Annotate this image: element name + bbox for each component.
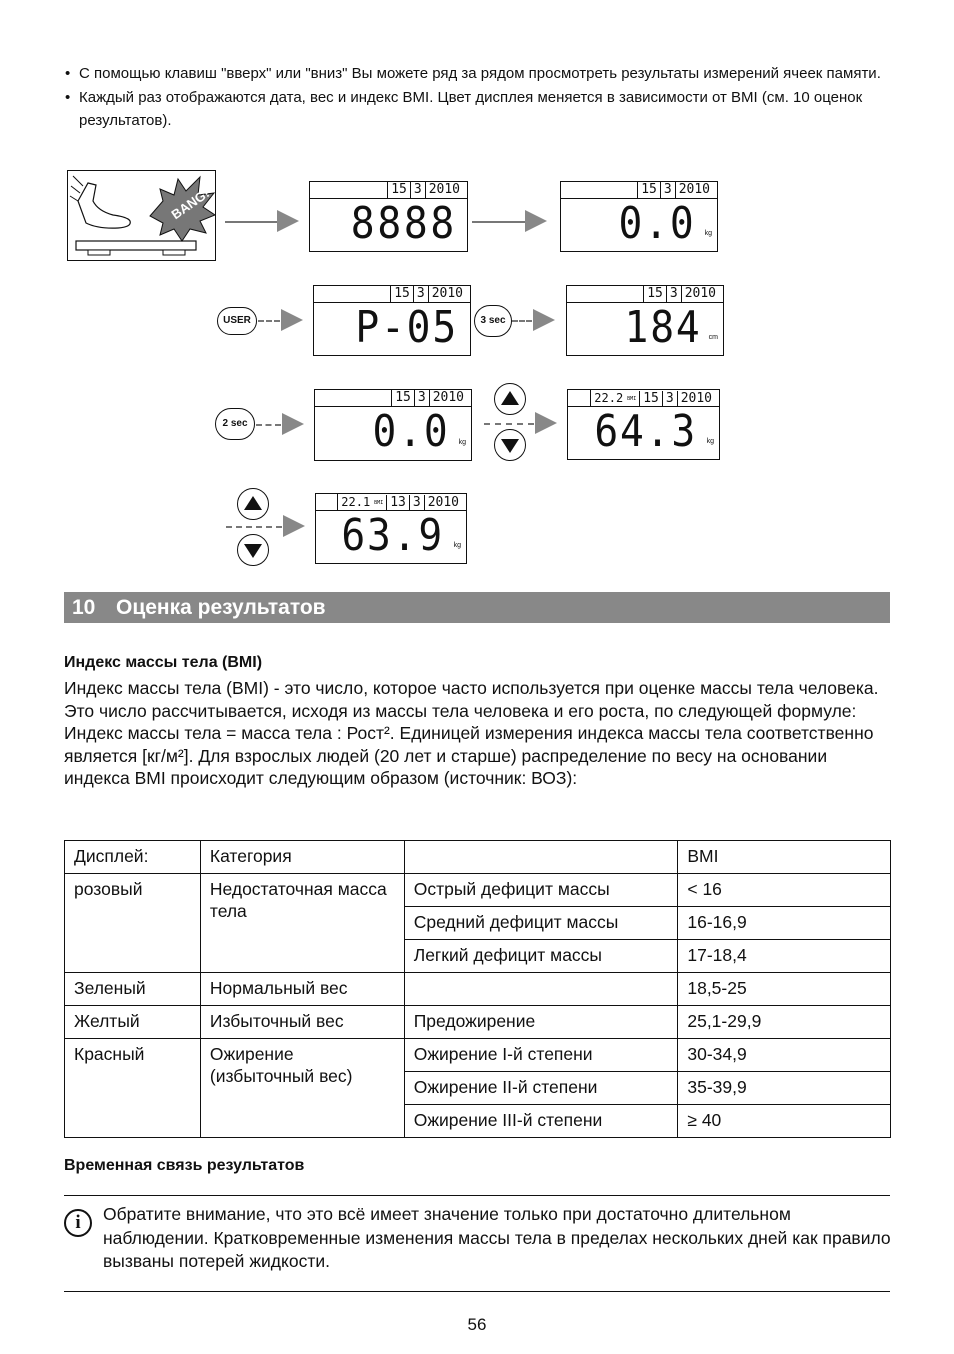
table-header-row xyxy=(65,841,891,874)
three-sec-badge: 3 sec xyxy=(474,305,512,337)
arrow-head xyxy=(535,412,557,434)
table-row xyxy=(65,1006,891,1039)
flow-arrow xyxy=(225,221,277,223)
table-cell: 17-18,4 xyxy=(678,940,891,973)
table-cell: 16-16,9 xyxy=(678,907,891,940)
time-heading: Временная связь результатов xyxy=(64,1157,305,1174)
table-cell: 25,1-29,9 xyxy=(678,1006,891,1039)
arrow-head xyxy=(533,309,555,331)
up-arrow-icon[interactable] xyxy=(237,488,269,520)
lcd-display-2: 15 3 2010 0.0 kg xyxy=(560,181,718,252)
table-cell: 35-39,9 xyxy=(678,1072,891,1105)
bullet-item: • Каждый раз отображаются дата, вес и индекс BMI. Цвет дисплея меняется в зависимости от BMI (см. 10 оценок результатов). xyxy=(63,86,893,132)
scale-tap-illustration xyxy=(67,170,216,261)
table-header: BMI xyxy=(678,841,891,874)
lcd-value: 64.3 xyxy=(594,406,697,457)
arrow-head xyxy=(283,515,305,537)
foot-tap-icon xyxy=(68,171,215,260)
flow-arrow xyxy=(226,526,282,528)
flow-arrow xyxy=(484,423,534,425)
lcd-display-1: 15 3 2010 8888 xyxy=(309,181,468,252)
divider xyxy=(64,1195,890,1196)
table-header: Категория xyxy=(200,841,404,874)
table-cell: Острый дефицит массы xyxy=(404,874,678,907)
flow-arrow xyxy=(256,424,281,426)
table-cell: 30-34,9 xyxy=(678,1039,891,1072)
lcd-display-3: 15 3 2010 P-05 xyxy=(313,285,471,356)
up-arrow-icon[interactable] xyxy=(494,383,526,415)
lcd-value: 184 xyxy=(624,302,701,353)
table-cell: Ожирение (избыточный вес) xyxy=(200,1039,404,1138)
section-number: 10 xyxy=(72,596,96,619)
page-number: 56 xyxy=(467,1315,487,1334)
lcd-display-5: 15 3 2010 0.0 kg xyxy=(314,389,472,461)
table-cell: Ожирение III-й степени xyxy=(404,1105,678,1138)
flow-arrow xyxy=(472,221,525,223)
table-row xyxy=(65,874,891,907)
bmi-table xyxy=(64,840,891,1138)
lcd-value: 0.0 xyxy=(618,198,695,249)
table-row xyxy=(65,973,891,1006)
lcd-value: 0.0 xyxy=(372,406,449,457)
section-heading xyxy=(64,592,890,623)
instruction-bullets xyxy=(63,62,893,132)
down-arrow-icon[interactable] xyxy=(237,534,269,566)
user-button[interactable]: USER xyxy=(217,307,257,335)
lcd-display-4: 15 3 2010 184 cm xyxy=(566,285,724,356)
bmi-paragraph: Индекс массы тела (BMI) - это число, которое часто используется при оценке массы тела человека. Это число рассчитывается, исходя из массы тела человека и его роста, по следующей формуле: Индекс массы тела = масса тела : Рост². Единицей измерения индекса массы тела соответственно является [кг/м²]. Для взрослых людей (20 лет и старше) распределение по весу на основании индекса BMI происходит следующим образом (источник: ВОЗ): xyxy=(64,678,879,788)
lcd-display-6: 22.2 BMI 15 3 2010 64.3 kg xyxy=(567,389,720,460)
table-cell: Избыточный вес xyxy=(200,1006,404,1039)
note-text: Обратите внимание, что это всё имеет значение только при достаточно длительном наблюдении. Кратковременные изменения массы тела в пределах нескольких дней как правило вызваны потерей жидкости. xyxy=(103,1204,891,1271)
table-header: Дисплей: xyxy=(65,841,201,874)
table-cell: < 16 xyxy=(678,874,891,907)
table-cell: Ожирение I-й степени xyxy=(404,1039,678,1072)
flow-arrow xyxy=(512,320,532,322)
table-cell: Ожирение II-й степени xyxy=(404,1072,678,1105)
divider xyxy=(64,1291,890,1292)
table-cell: Недостаточная масса тела xyxy=(200,874,404,973)
bmi-heading: Индекс массы тела (BMI) xyxy=(64,654,263,671)
table-cell xyxy=(404,973,678,1006)
info-icon: i xyxy=(64,1209,92,1237)
table-cell: Предожирение xyxy=(404,1006,678,1039)
table-cell: ≥ 40 xyxy=(678,1105,891,1138)
table-cell: 18,5-25 xyxy=(678,973,891,1006)
table-cell: Зеленый xyxy=(65,973,201,1006)
two-sec-badge: 2 sec xyxy=(215,408,255,440)
lcd-display-7: 22.1 BMI 13 3 2010 63.9 kg xyxy=(315,493,467,564)
arrow-head xyxy=(282,413,304,435)
bullet-item: • С помощью клавиш "вверх" или "вниз" Вы можете ряд за рядом просмотреть результаты измерений ячеек памяти. xyxy=(63,62,893,85)
lcd-value: 8888 xyxy=(350,198,457,249)
flow-arrow xyxy=(258,320,280,322)
section-title: Оценка результатов xyxy=(116,596,326,619)
arrow-head xyxy=(277,210,299,232)
lcd-value: 63.9 xyxy=(341,510,444,561)
arrow-head xyxy=(281,309,303,331)
table-row xyxy=(65,1039,891,1072)
lcd-value: P-05 xyxy=(355,302,458,353)
bang-label: BANG! xyxy=(168,185,213,223)
table-cell: Средний дефицит массы xyxy=(404,907,678,940)
arrow-head xyxy=(525,210,547,232)
table-cell: Нормальный вес xyxy=(200,973,404,1006)
down-arrow-icon[interactable] xyxy=(494,429,526,461)
table-cell: Легкий дефицит массы xyxy=(404,940,678,973)
table-cell: Желтый xyxy=(65,1006,201,1039)
table-cell: Красный xyxy=(65,1039,201,1138)
table-header xyxy=(404,841,678,874)
table-cell: розовый xyxy=(65,874,201,973)
